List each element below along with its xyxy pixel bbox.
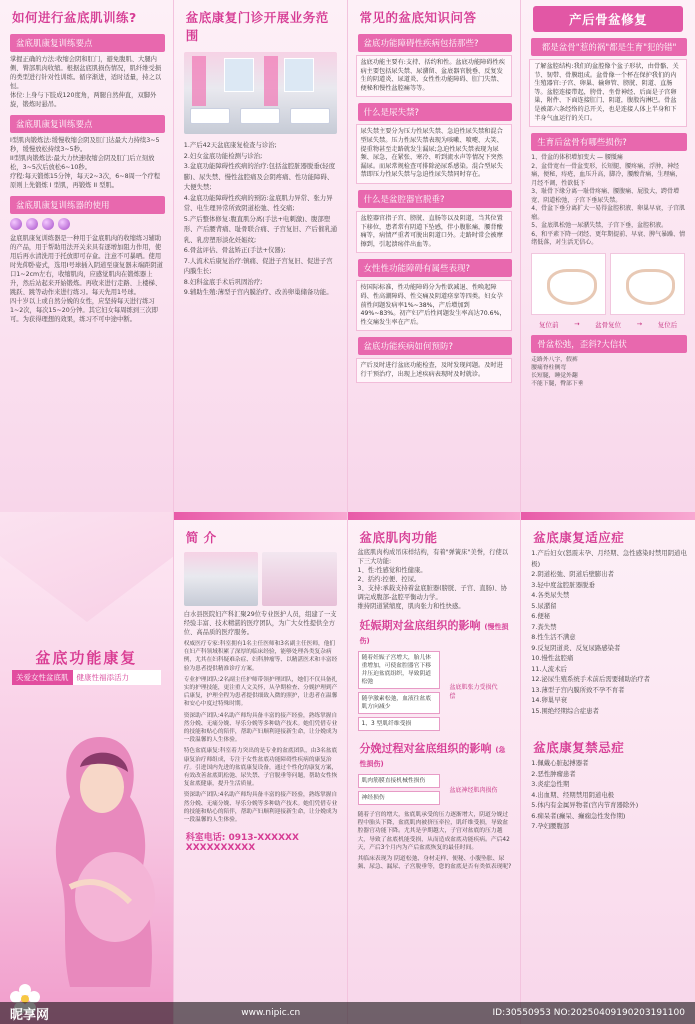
phone-line [174,824,347,859]
list-item: 6.骨盆评估、骨盆矫正(手法+仪器); [183,246,286,254]
list-item: 14.卵巢早衰 [531,696,567,704]
panel-function [348,512,522,1024]
paragraph: 盆底肌康复训练器是一种用于盆底肌肉的收缩练习辅助的产品，用于帮助用法开关来具有逐增加阻力作用，使用后再水清洗用于托放即可存盒。注意不可暴晒。使用时先仰卧姿式，选用I号球插入阴道至康复器末端距阴道口1~2cm左右，收缩肌肉，应感觉肌肉在锻炼器上升，然后站起来开始锻炼。再收来进行走路、上楼梯、跳跃、跳等动作来进行练习。每天先用1号球。 [10,235,163,296]
watermark-bar [0,1002,695,1024]
list-item: 不能下腿，臀部下垂 [531,380,584,387]
list-item: 走路外八字，假裤 [531,356,578,363]
paragraph: 专业护理团队:2名副主任护师带领护理团队，她们不仅具备扎实的护理技能，更注重人文关怀，从孕期检查、分娩护理到产后康复，护理全程为患者提供细致入微的照护，让患者在温馨和安心中度过特殊时期。 [183,676,338,708]
panel-title: 常见的盆底知识问答 [359,10,477,25]
paragraph: 特色盆底康复:科室着力突出的是专业的盆底团队，由3名盆底康复治疗师组成，专注于女性盆底功能障碍性疾病的康复治疗。引进国内先进的盆底康复设备，通过个性化的康复方案，有效改善盆底肌松弛、尿失禁、子宫脱垂等问题，帮助女性恢复盆底健康，提升生活质量。 [183,748,338,788]
list-item: 1.产后42天盆底康复检查与诊治; [183,141,277,149]
panel-title-2: 盆底康复禁忌症 [533,740,625,755]
contraindication-list [521,758,695,832]
bed-shape [190,108,230,124]
flow-before: 复位前 [539,320,559,329]
list-item: 4.盆底功能障碍性疾病的预防:盆底肌力异常、张力异常、电生理异常所致阴道松弛、性交痛; [183,193,333,212]
flow-box: 1、3 型肌纤维受损 [358,717,440,731]
question: 盆底功能疾病如何预防? [358,337,513,355]
v-decoration [0,512,174,622]
list-item: 4.出血期、经期禁用阴道电极 [531,790,615,799]
flow-result: 盆底肌张力受损代偿 [449,684,498,700]
flow-box: 神经损伤 [358,791,440,805]
flow-delivery [348,771,521,808]
heading-pregnancy: 妊娠期对盆底组织的影响 (慢性损伤) [359,619,509,645]
panel-cover [0,512,174,1024]
paragraph: 四十岁以上或自然分娩的女性，应坚持每天进行练习1~2次，每次15~20分钟。其它妇女每周练到三次即可。为获得理想的效果，练习不可中途中断。 [10,298,158,323]
list-item: 3.盆底功能障碍性疾病的治疗:包括盆腔脏器脱垂(轻度膨)、尿失禁、慢性盆腔痛及会阴疼痛、性功能障碍、大便失禁; [183,162,336,191]
flow-pregnancy [348,648,521,734]
list-item: 2、盆骨宽右一骨盆变形，长短腿，腰疼痛，浮肿，神经痛，便秘，痔疮，血压升高，脚冷，腰酸背痛，生理痛，月经不调，性欲低下 [531,162,682,187]
panel-services [174,0,348,512]
ball-icon [58,218,70,230]
paragraph: 资深助产团队:4名助产师均具备丰富的接产经验，熟练掌握自然分娩、无痛分娩、导乐分娩等多种助产技术。她们凭借专业的技能和贴心的陪伴，帮助产妇顺利迎接新生命，让分娩成为一段温馨的人生体验。 [183,792,338,824]
list-item: 6.便秘 [531,612,551,620]
paragraph: II型肌肉锻炼法:最大力快速收缩会阴及肛门后立刻放松，3~5次后放松6~10秒。 [10,155,155,171]
pelvis-before-image [531,253,606,315]
paragraph: 白水县医院妇产科汇聚29位专业医护人员，组建了一支经验丰富、技术精湛的医疗团队，为广大女性提供全方位、高品质的医疗服务。 [183,611,337,636]
ball-icon [42,218,54,230]
paragraph: 权威医疗专家:科室拥有1名主任医师和3名副主任医师，他们在妇产科领域积累了深厚的临床经验，能够处理各类复杂病例，尤其在妇科疑难杂症、妇科肿瘤等、以精湛医术和丰富经验为患者提供精准诊疗方案。 [183,641,338,672]
list-item: 3、耻骨下缘分离一耻骨疼痛、腰腹痛、屁股大，跨骨增宽、阴道松弛，子宫下垂尿失禁。 [531,188,680,204]
damage-list [521,154,695,248]
flow-after: 复位后 [657,320,678,329]
paragraph: 疗程:每天锻炼15分钟，每天2~3次，6~8周一个疗程原则上先锻炼 I 型肌，再锻炼 II 型肌。 [10,173,161,189]
answer: 盆底功能主要有:支持、括约和性。盆底功能障碍性疾病主要包括尿失禁、尿潴留、盆底器官脱垂、反复发生的阴道炎、尿道炎、女性性功能障碍、肛门失禁、便秘和慢性盆腔痛等等。 [356,55,513,97]
answer: 盆腔器官指子宫、膀胱、直肠等以及阴道，当其位置下移位，患者常有阴道下坠感，伴小腹胀痛，腰背酸痛等，病情严重者可脱出阴道口外。走路时常会被摩擦到，引起溃疡伴出血等。 [356,211,513,253]
list-item: 4.各类尿失禁 [531,591,570,599]
flow-box: 随着妊娠子宫增大，胎儿体重增加，可使盆腔器官下移并压迫盆底组织，导致阴道松弛 [358,651,440,689]
watermark-logo: 昵享网 [10,1007,50,1023]
arrow-icon: → [636,319,643,328]
section-header: 生育后盆骨有哪些损伤? [531,133,687,151]
list-item: 8.妇科盆底手术后巩固治疗; [183,277,263,286]
list-item: 2.妇女盆底功能检测与诊治; [183,151,263,160]
panel-title: 如何进行盆底肌训练? [12,10,137,25]
answer: 按国际标准，性功能障碍分为性欲减退、性唤起障碍、性高潮障碍、性交痛及阴道痉挛等四类。妇女孕前性问题发病率1%~38%，产后增加到49%~83%。初产妇产后性问题发生率高达70.6%，性交痛发生率在产后。 [356,280,513,331]
heading-delivery: 分娩过程对盆底组织的影响 (急性损伤) [359,742,506,768]
list-item: 5.体内有金属异物者(宫内节育器除外) [531,801,639,809]
paragraph: 了解盆腔结构:我们的盆腔像个盆子形状，由骨骼、关节、韧带、骨膜组成。盆骨像一个杯在保护我们的内生殖器官:子宫、卵巢、输卵管、膀胱、阴道、直肠等。盆腔连接带起，胯骨、坐骨神经、后面是子宫卵巢，附件、下面连接肛门、阴道，腹股沟淋巴。骨盆是被部六条经络的总开关，也是连接人体上半身和下半身气血运行的关口。 [529,59,687,127]
phone-label: 科室电话: [185,833,226,844]
flow-box: 随孕激素松弛，血液往盆底肌方向减少 [358,692,440,714]
flow-labels [521,320,695,329]
top-band [348,512,521,520]
indication-list [521,548,695,716]
top-band [521,512,695,520]
panel-intro [174,512,348,1024]
list-item: 6、和平素下降一闭经、更年期提前、早衰、脾气暴躁、情绪低落，对生活无信心。 [531,230,686,247]
room-photo [184,552,258,606]
phone-number: 0913-XXXXXX XXXXXXXXXX [185,833,299,854]
list-item: 9.辅助生殖:薄型子宫内膜治疗、改善卵巢储备功能。 [183,288,333,296]
list-item: 5、盆底肌松弛一尿潴失禁，子宫下垂，盆腔积液。 [531,222,668,230]
panel-title: 产后骨盆修复 [533,6,683,32]
panel-pelvis [521,0,695,512]
list-item: 2.阴道松弛、阴道后壁膨出者 [531,570,615,578]
list-item: 11.人流术后 [531,664,567,673]
list-item: 7.人流术后康复治疗:镇痛、促进子宫复旧、促进子宫内膜生长; [183,256,333,275]
question: 什么是尿失禁? [358,103,513,121]
answer: 产后及时进行盆底功能检查，及时发现问题。及时进行干预治疗，出现上述疾病表现时及时就诊。 [356,358,513,383]
paragraph: 盆底肌肉构成吊床样结构，有着"弹簧床"美誉，行使以下三大功能: [357,549,509,565]
panel-training [0,0,174,512]
list-item: 腰痛脊柱侧弯 [531,364,567,371]
section-header: 盆底肌康复训练要点 [10,34,165,52]
list-item: 1、骨盆的体积增加变大 — 腰骶痛 [531,154,623,162]
question: 什么是盆腔器官脱垂? [358,190,513,208]
list-item: 1.产后妇女(怒震末孕、月经期、急性感染时禁用阴道电极) [531,549,687,568]
list-item: 1.佩戴心脏起搏器者 [531,759,589,767]
arrow-icon: → [574,319,580,328]
curtain-shape [264,56,278,106]
check-list [521,356,695,388]
ward-photo [184,52,337,134]
ball-icon [10,218,22,230]
list-item: 15.围绝经期综合症患者 [531,706,599,715]
window-shape [224,58,254,92]
question: 盆底功能障碍性疾病包括那些? [358,34,513,52]
question: 女性性功能障碍有属些表现? [358,259,513,277]
list-item: 6.痴呆者(癫呆、癫痫急性发作期) [531,811,626,820]
slogan-right: 健康性福添活力 [73,670,161,685]
function-item: 1、性:性感觉和性健康。 [357,567,427,574]
slogan-left: 关爱女性盆底肌 [12,670,73,685]
list-item: 10.慢性盆腔痛 [531,654,574,662]
paragraph: 资深助产团队:4名助产师均具备丰富的接产经验，熟练掌握自然分娩、无痛分娩、导乐分娩等多种助产技术。她们凭借专业的技能和贴心的陪伴，帮助产妇顺利迎接新生命，让分娩成为一段温馨的人生体验。 [183,712,338,744]
top-band [174,512,347,520]
ball-icon [26,218,38,230]
answer: 尿失禁主要分为压力性尿失禁、急迫性尿失禁和混合型尿失禁。压力性尿失禁表现为咳嗽、喷嚏、大笑、提重物甚至走路就发生漏尿;急迫性尿失禁表现为尿频、尿急，在紧张、寒冷、听到流水声等情况下突然漏尿。而尿常规检查可排除泌尿系感染。混合型尿失禁即压力性尿失禁与急迫性尿失禁同时存在。 [356,124,513,184]
lounge-photo [262,552,336,606]
paragraph: 维持阴道紧缩度，肌肉张力和性快感。 [357,603,465,610]
curtain-shape [192,56,206,106]
panel-title: 盆底康复适应症 [533,530,625,545]
service-list [174,140,347,298]
section-header: 盆底肌康复训练要点 [10,115,165,133]
panel-title: 盆底康复门诊开展业务范围 [185,10,329,43]
list-item: 5.产后整体修复:腹直肌分离(手法+电刺激)、腹部塑形、产后腰背痛、耻骨联合痛、子宫复旧、产后催乳通乳、乳房塑形淡化妊娠纹; [183,214,338,244]
panel-title: 盆底肌肉功能 [359,530,438,545]
pelvis-diagram [531,253,685,315]
flow-box: 肌肉筋膜直接机械性损伤 [358,774,440,788]
paragraph: 体位:上身与下肢成120度角，两腿自然伸直，双脚外旋，锻炼时悬吊。 [10,92,157,108]
list-item: 长短腿，睡觉外翻 [531,372,578,379]
pelvis-after-image [610,253,685,315]
flow-result: 盆底神经肌肉损伤 [449,787,498,794]
list-item: 5.尿潴留 [531,601,557,610]
list-item: 7.粪失禁 [531,622,557,631]
bed-shape [290,108,330,124]
function-item: 3、支持:承载支持着盆底脏器(膀胱、子宫、直肠)、协调完成腹部-盆腔平衡动力学。 [357,585,508,601]
cover-title: 盆底功能康复 [35,649,138,667]
panel-title: 简 介 [185,530,217,545]
list-item: 9.反复阴道炎、反复尿路感染者 [531,643,621,652]
paragraph: 随着子宫的增大，盆底肌承受的压力逐渐增大，阴道分娩过程中胎头下降，盆底肌肉被挤压牵拉，肌纤维受损，导致盆腔器官功能下降。尤其是孕期越大，子宫对盆底的压力越大，导致了盆底机能受损，从而造成盆底功能疾病。产后42天，产后3个月内为产后盆底恢复的最佳时间。 [357,812,510,851]
list-item: 8.性生活不满意 [531,633,576,641]
panel-indications [521,512,695,1024]
section-header: 骨盆松弛，歪斜?大信状 [531,335,687,353]
list-item: 4、骨盆下垂分离扩大一易得盆腔积液、卵巢早衰，子宫肌瘤。 [531,205,686,221]
list-item: 2.恶性肿瘤患者 [531,769,576,778]
list-item: 7.孕妇腰腹部 [531,822,570,830]
panel-qa [348,0,522,512]
section-header: 盆底肌康复训练器的使用 [10,196,165,214]
bottom-sheet [0,512,695,1024]
watermark-url: www.nipic.cn [241,1008,301,1018]
window-shape [284,58,314,92]
pregnant-woman-illustration [30,727,160,987]
list-item: 3.轻中度盆腔脏器脱垂 [531,580,595,589]
cover-slogan [12,670,161,685]
bed-shape [240,108,280,124]
paragraph: 其临床表现为 阴道松弛、身材走样、便秘、小腹坠胀、尿频、尿急、漏尿、子宫脱垂等，您的盆底是否有类似表现呢? [357,856,512,871]
function-item: 2、括约:控便、控尿。 [357,576,421,583]
watermark-id: ID:30550953 NO:20250409190203191100 [492,1008,685,1018]
list-item: 3.炎症急性期 [531,780,570,788]
subtitle: 都是盆骨"惹的祸"都是生育"犯的错" [531,38,687,56]
paragraph: 掌握正确的方法:收缩会阴和肛门，避免腹肌、大腿内侧、臀部肌肉收缩。根据盆底肌损伤情况，肌纤维受损的类型进行针对性训练。循序渐进，适时适量，持之以恒。 [10,56,162,90]
list-item: 13.薄型子宫内膜所致不孕不育者 [531,685,625,694]
flow-mid: 盆骨复位 [595,320,622,329]
trainer-balls-image [10,218,163,230]
intro-photos [184,552,337,606]
paragraph: I型肌肉锻炼法:缓慢收缩会阴及肛门达最大力持续3~5秒，缓慢放松持续3~5秒。 [10,137,160,153]
list-item: 12.泌尿生殖系统手术前后需要辅助治疗者 [531,675,651,683]
